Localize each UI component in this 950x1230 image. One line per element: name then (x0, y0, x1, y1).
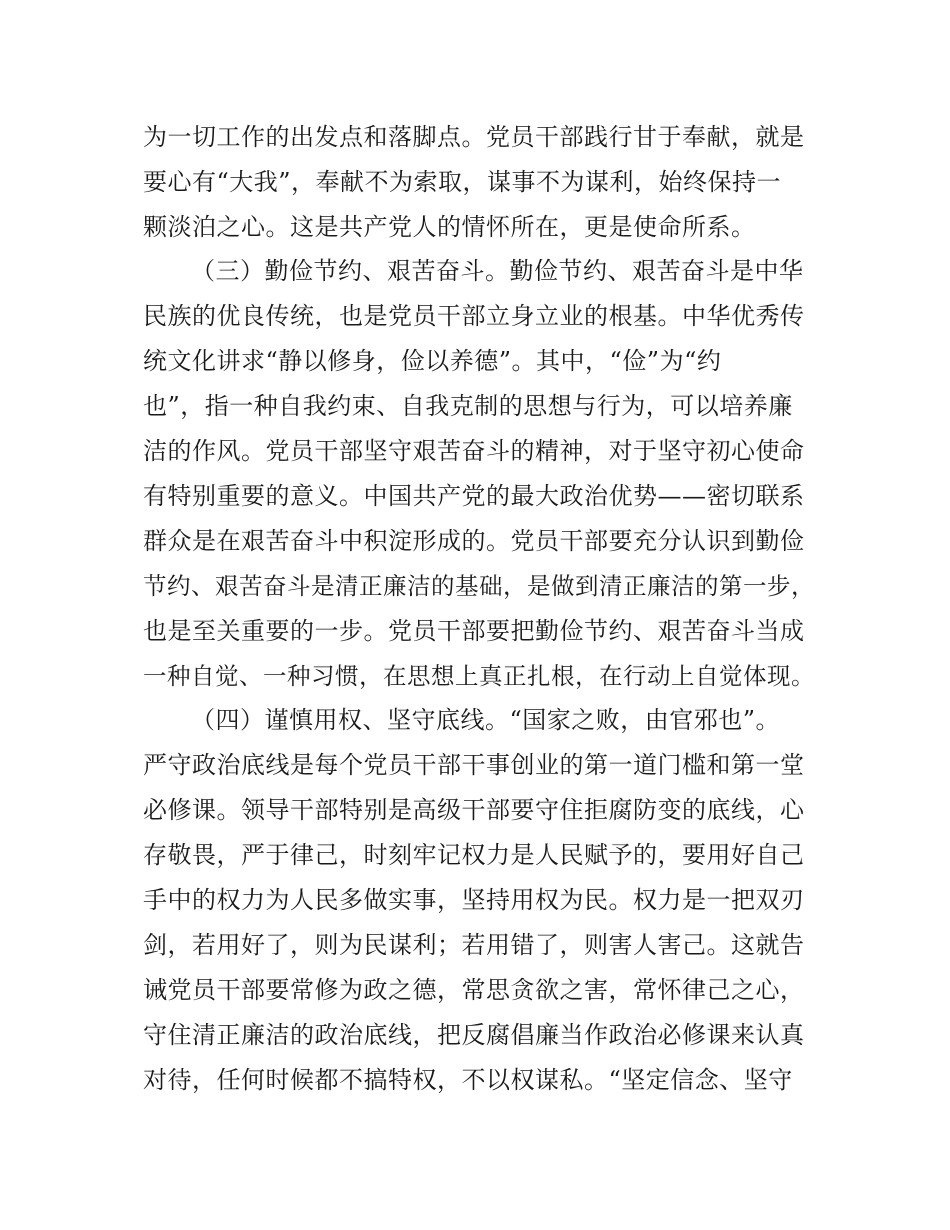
text-line: 也是至关重要的一步。党员干部要把勤俭节约、艰苦奋斗当成 (143, 617, 805, 645)
section-heading-line: （四）谨慎用权、坚守底线。“国家之败，由官邪也”。 (191, 706, 781, 734)
text-line: 要心有“大我”，奉献不为索取，谋事不为谋利，始终保持一 (143, 168, 782, 196)
text-line: 诫党员干部要常修为政之德，常思贪欲之害，常怀律己之心， (143, 976, 805, 1004)
text-line: 存敬畏，严于律己，时刻牢记权力是人民赋予的，要用好自己 (143, 841, 805, 869)
text-line: 剑，若用好了，则为民谋利；若用错了，则害人害己。这就告 (143, 931, 805, 959)
text-line: 群众是在艰苦奋斗中积淀形成的。党员干部要充分认识到勤俭 (143, 527, 805, 555)
text-line: 对待，任何时候都不搞特权，不以权谋私。“坚定信念、坚守 (143, 1066, 793, 1094)
text-line: 颗淡泊之心。这是共产党人的情怀所在，更是使命所系。 (143, 213, 756, 241)
text-line: 一种自觉、一种习惯，在思想上真正扎根，在行动上自觉体现。 (143, 662, 815, 690)
text-line: 为一切工作的出发点和落脚点。党员干部践行甘于奉献，就是 (143, 123, 805, 151)
text-line: 有特别重要的意义。中国共产党的最大政治优势——密切联系 (143, 482, 805, 510)
text-line: 也”，指一种自我约束、自我克制的思想与行为，可以培养廉 (143, 392, 793, 420)
text-line: 守住清正廉洁的政治底线，把反腐倡廉当作政治必修课来认真 (143, 1021, 805, 1049)
text-line: 统文化讲求“静以修身，俭以养德”。其中，“俭”为“约 (143, 347, 722, 375)
text-line: 洁的作风。党员干部坚守艰苦奋斗的精神，对于坚守初心使命 (143, 437, 805, 465)
text-line: 民族的优良传统，也是党员干部立身立业的根基。中华优秀传 (143, 302, 805, 330)
section-heading-line: （三）勤俭节约、艰苦奋斗。勤俭节约、艰苦奋斗是中华 (191, 257, 804, 285)
text-line: 节约、艰苦奋斗是清正廉洁的基础，是做到清正廉洁的第一步， (143, 572, 815, 600)
text-line: 手中的权力为人民多做实事，坚持用权为民。权力是一把双刃 (143, 886, 805, 914)
text-line: 必修课。领导干部特别是高级干部要守住拒腐防变的底线，心 (143, 796, 805, 824)
text-line: 严守政治底线是每个党员干部干事创业的第一道门槛和第一堂 (143, 751, 805, 779)
